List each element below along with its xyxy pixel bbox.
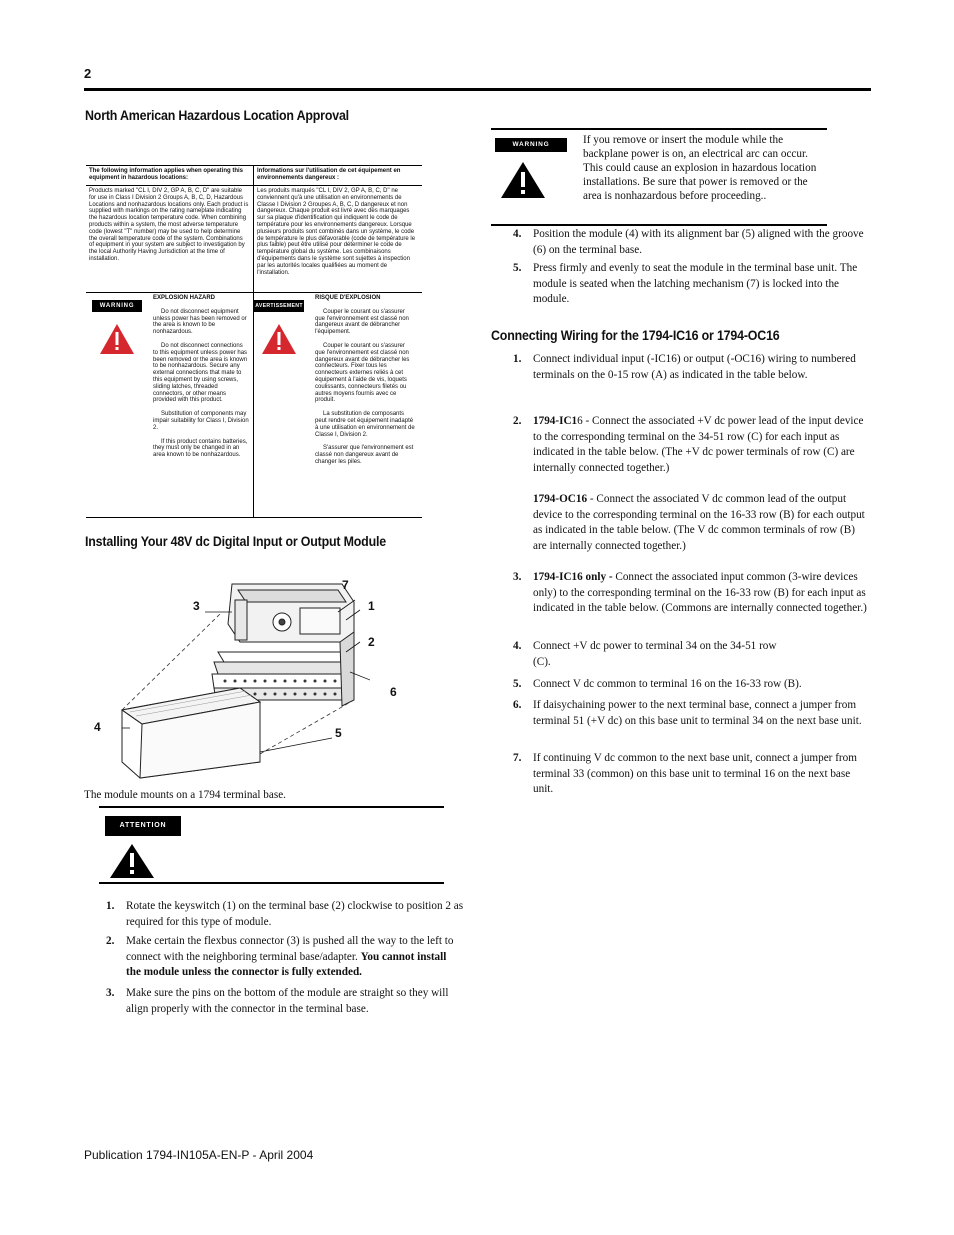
step-text: If daisychaining power to the next terminal base, connect a jumper from terminal 51 (+V dc) on this base unit to terminal 34 on the next base unit. <box>533 699 862 727</box>
page-number: 2 <box>84 66 92 81</box>
step-text: Position the module (4) with its alignment bar (5) aligned with the groove (6) on the terminal base. <box>533 228 864 256</box>
step-text-plain: Make certain the flexbus connector (3) is pushed all the way to the left to connect with the neighboring terminal base/adapter. <box>126 935 454 963</box>
warning-para: Do not disconnect connections to this equipment unless power has been removed or the area is known to be nonhazardous. Secure any external connections that mate to this equipment by using screws, sliding latches, threaded connectors, or other means provided with this product. <box>153 342 248 404</box>
step-text-plain: - Connect the associated V dc common lead of the output device to the corresponding terminal on the 16-33 row (B) for each output as indicated in the table below. (The V dc common terminals of row (B) are internally connected together.) <box>533 493 865 552</box>
step-text <box>533 414 871 476</box>
step-number: 4. <box>513 228 522 240</box>
warning-label: WARNING <box>495 138 567 152</box>
step-number: 4. <box>513 640 522 652</box>
avertissement-para: La substitution de composants peut rendre cet équipement inadapté à une utilisation en environnement de Classe I, Division 2. <box>315 411 415 438</box>
callout-5: 5 <box>335 726 342 740</box>
top-rule <box>84 88 871 91</box>
warning-triangle-icon <box>98 322 136 356</box>
step-text: Make sure the pins on the bottom of the module are straight so they will align properly with the connector in the terminal base. <box>126 987 449 1015</box>
avertissement-para: Couper le courant ou s'assurer que l'environnement est classé non dangereux avant de débrancher les connecteurs. Fixer tous les connecteurs externes reliés à cet équipement à l'aide de vis, loquets coulissants, connecteurs filetés ou autres moyens fournis avec ce produit. <box>315 342 410 404</box>
attention-label: ATTENTION <box>105 816 181 836</box>
avertissement-text <box>315 295 415 473</box>
wiring-heading: Connecting Wiring for the 1794-IC16 or 1794-OC16 <box>491 328 780 343</box>
warning-label: WARNING <box>92 300 142 312</box>
publication-footer: Publication 1794-IN105A-EN-P - April 2004 <box>84 1148 314 1162</box>
step-text <box>533 570 871 617</box>
step-number: 1. <box>513 353 522 365</box>
step-text-bold: You cannot install the module unless the connector is fully extended. <box>126 950 447 979</box>
warning-box <box>491 128 827 226</box>
callout-7: 7 <box>342 578 349 592</box>
table-body-fr: Les produits marqués "CL I, DIV 2, GP A, B, C, D" ne conviennent qu'à une utilisation en environnements de Classe I Division 2 Groupes A, B, C, D dangereux et non dangereux. Chaque produit est livré avec des marquages sur sa plaque d'identification qui indiquent le code de température pour les environnements dangereux. Lorsque plusieurs produits sont combinés dans un système, le code de température le plus défavorable (code de température le plus faible) peut être utilisé pour déterminer le code de température global du système. Les combinaisons d'équipements dans le système sont sujettes à inspection par les autorités locales qualifiées au moment de l'installation. <box>257 188 416 276</box>
step-number: 2. <box>513 415 522 427</box>
step-number: 3. <box>106 987 115 999</box>
step-number: 3. <box>513 571 522 583</box>
step-number: 1. <box>106 900 115 912</box>
step-text: Connect V dc common to terminal 16 on the 16-33 row (B). <box>533 678 802 690</box>
step-text <box>533 492 871 554</box>
step-number: 5. <box>513 678 522 690</box>
hazard-table <box>86 165 422 518</box>
step-text-bold: 1794-OC16 <box>533 493 588 505</box>
warning-title: EXPLOSION HAZARD <box>153 295 216 301</box>
step-text: If continuing V dc common to the next base unit, connect a jumper from terminal 33 (common) on this base unit to terminal 16 on the next base unit. <box>533 752 857 796</box>
module-illustration <box>110 572 370 782</box>
install-heading: Installing Your 48V dc Digital Input or Output Module <box>85 534 386 549</box>
avertissement-para: S'assurer que l'environnement est classé non dangereux avant de changer les piles. <box>315 445 414 465</box>
hazard-heading: North American Hazardous Location Approval <box>85 108 349 123</box>
callout-3: 3 <box>193 599 200 613</box>
step-text: Connect individual input (-IC16) or output (-OC16) wiring to numbered terminals on the 0-15 row (A) as indicated in the table below. <box>533 353 856 381</box>
avertissement-para: Couper le courant ou s'assurer que l'environnement est classé non dangereux avant de débrancher l'équipement. <box>315 308 409 336</box>
table-header-fr: Informations sur l'utilisation de cet équipement en environnements dangereux : <box>257 168 401 181</box>
step-text: Rotate the keyswitch (1) on the terminal base (2) clockwise to position 2 as required for this type of module. <box>126 900 464 928</box>
warning-para: If this product contains batteries, they must only be changed in an area known to be nonhazardous. <box>153 438 248 459</box>
attention-triangle-icon <box>108 842 156 880</box>
step-text-bold: 1794-IC1 <box>533 415 578 427</box>
warning-text <box>153 295 249 466</box>
step-number: 6. <box>513 699 522 711</box>
step-text: Connect +V dc power to terminal 34 on the 34-51 row (C). <box>533 640 777 668</box>
step-text-plain: 6 - Connect the associated +V dc power lead of the input device to the corresponding terminal on the 34-51 row (C) for each input as indicated in the table below. (The +V dc power terminals of row (C) are internally connected together.) <box>533 415 864 474</box>
table-body-en: Products marked "CL I, DIV 2, GP A, B, C, D" are suitable for use in Class I Division 2 Groups A, B, C, D, Hazardous Locations and nonhazardous locations only. Each product is supplied with markings on the rating nameplate indicating the hazardous location temperature code. When combining products within a system, the most adverse temperature code (lowest "T" number) may be used to help determine the overall temperature code of the system. Combinations of equipment in your system are subject to investigation by the local Authority Having Jurisdiction at the time of installation. <box>89 188 249 262</box>
warning-triangle-icon <box>260 322 298 356</box>
warning-text: If you remove or insert the module while the backplane power is on, an electrical arc can occur. This could cause an explosion in hazardous location installations. Be sure that power is removed or the area is nonhazardous before proceeding.. <box>583 134 817 202</box>
table-rule <box>86 292 422 293</box>
step-text-bold: 1794-IC16 only - <box>533 571 616 583</box>
step-number: 2. <box>106 935 115 947</box>
table-header-en: The following information applies when operating this equipment in hazardous locations: <box>89 168 244 181</box>
warning-para: Substitution of components may impair suitability for Class I, Division 2. <box>153 411 249 431</box>
callout-2: 2 <box>368 635 375 649</box>
callout-6: 6 <box>390 685 397 699</box>
step-text: Press firmly and evenly to seat the module in the terminal base unit. The module is seated when the latching mechanism (7) is locked into the module. <box>533 262 858 306</box>
step-number: 5. <box>513 262 522 274</box>
attention-box <box>99 806 444 884</box>
table-divider <box>253 166 254 517</box>
step-text <box>126 934 464 981</box>
table-rule <box>86 185 422 186</box>
warning-triangle-icon <box>499 160 547 200</box>
avertissement-label: AVERTISSEMENT <box>254 300 304 312</box>
step-text-plain: Connect the associated input common (3-wire devices only) to the corresponding terminal on the 16-33 row (B) for each input as indicated in the table below. (Commons are internally connected together.) <box>533 571 867 615</box>
warning-para: Do not disconnect equipment unless power has been removed or the area is known to be nonhazardous. <box>153 308 247 336</box>
figure-caption: The module mounts on a 1794 terminal base. <box>84 789 286 801</box>
callout-4: 4 <box>94 720 101 734</box>
callout-1: 1 <box>368 599 375 613</box>
avertissement-title: RISQUE D'EXPLOSION <box>315 295 381 301</box>
step-number: 7. <box>513 752 522 764</box>
